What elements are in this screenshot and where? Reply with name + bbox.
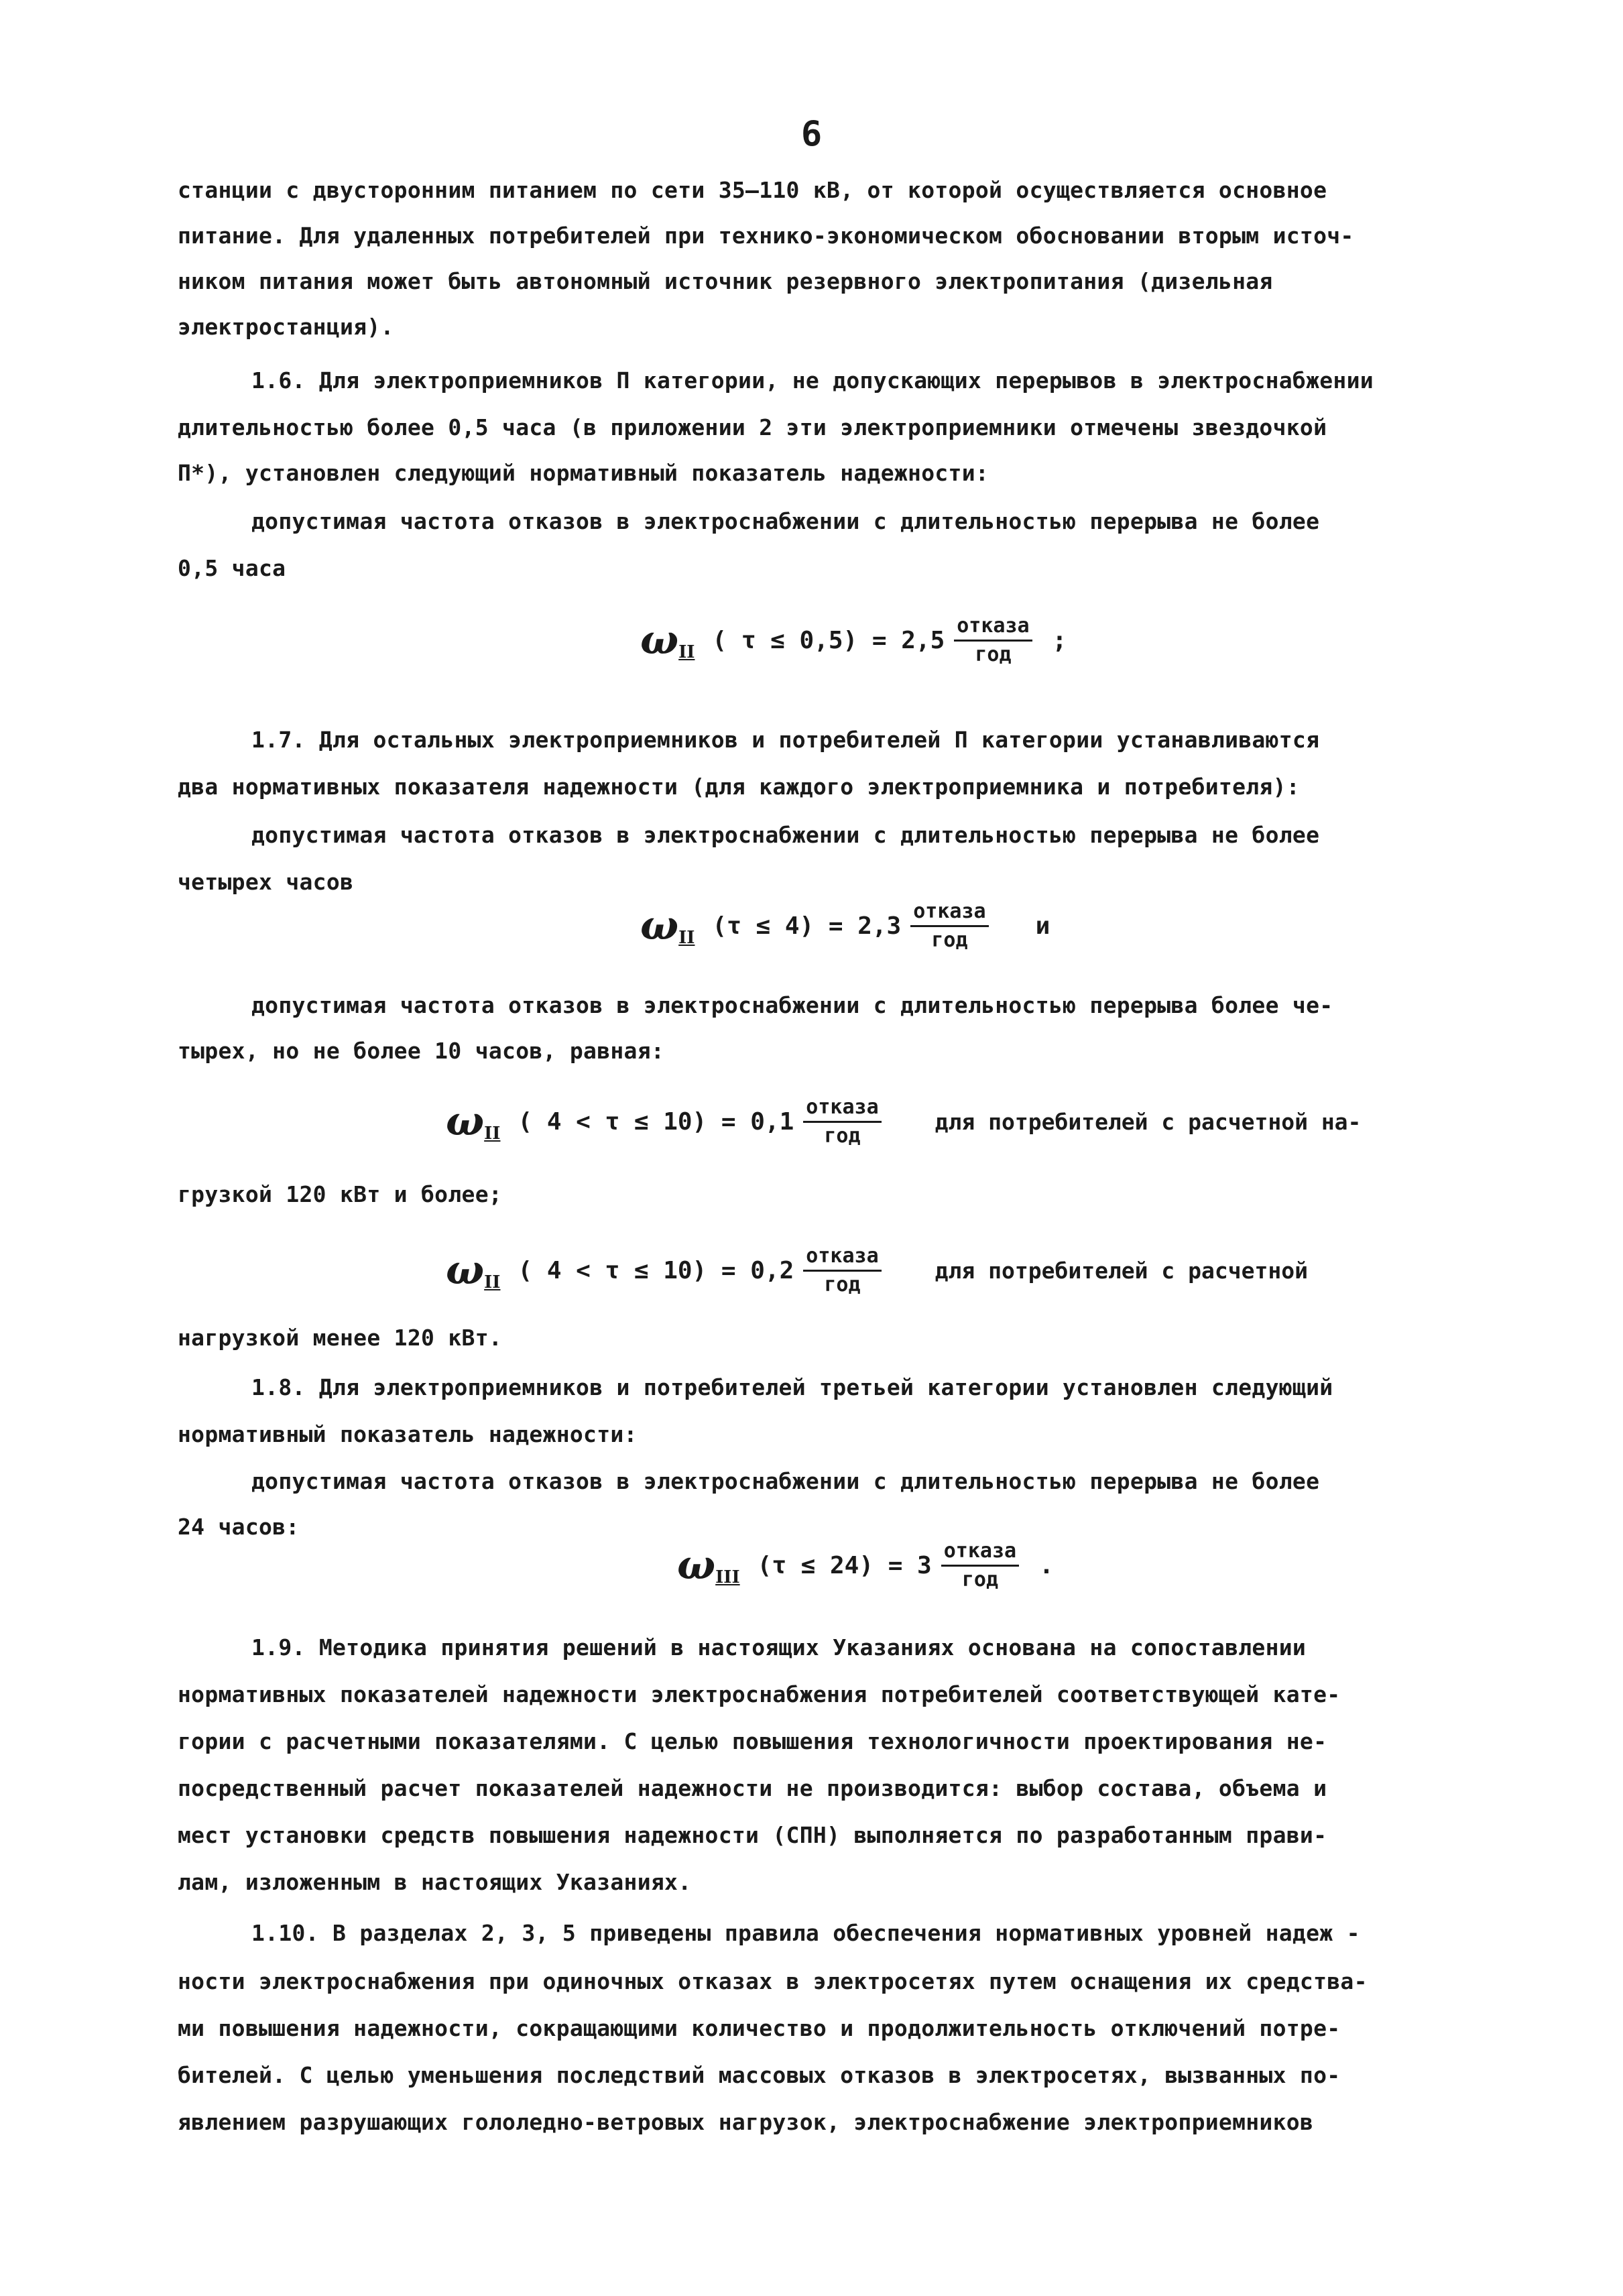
text-line: длительностью более 0,5 часа (в приложении 2 эти электроприемники отмечены звездочкой [178, 414, 1327, 440]
omega-symbol: ω [640, 902, 679, 949]
text-line: 1.10. В разделах 2, 3, 5 приведены правила обеспечения нормативных уровней надеж - [251, 1920, 1360, 1946]
text-line: тырех, но не более 10 часов, равная: [178, 1038, 665, 1064]
text-line: посредственный расчет показателей надежности не производится: выбор состава, объема и [178, 1775, 1327, 1801]
text-line: два нормативных показателя надежности (для каждого электроприемника и потребителя): [178, 774, 1300, 800]
formula-args: ( τ ≤ 0,5) = 2,5 [712, 626, 945, 654]
formula-tail: ; [1052, 626, 1067, 654]
formula [640, 896, 1050, 956]
fraction [941, 1538, 1019, 1593]
fraction-denominator: год [961, 1567, 999, 1591]
text-line: П*), установлен следующий нормативный показатель надежности: [178, 460, 989, 486]
text-line: допустимая частота отказов в электроснабжении с длительностью перерыва не более [251, 508, 1320, 534]
formula [446, 1091, 1361, 1152]
text-line: питание. Для удаленных потребителей при технико-экономическом обосновании вторым источ- [178, 223, 1354, 249]
text-line: допустимая частота отказов в электроснабжении с длительностью перерыва более че- [251, 992, 1333, 1018]
page-number: 6 [800, 114, 823, 154]
text-line: четырех часов [178, 869, 354, 895]
fraction [803, 1094, 881, 1150]
fraction-numerator: отказа [941, 1538, 1019, 1567]
formula [677, 1535, 1054, 1595]
formula-args: (τ ≤ 4) = 2,3 [712, 912, 902, 940]
text-line: ности электроснабжения при одиночных отказах в электросетях путем оснащения их средства- [178, 1968, 1368, 1994]
fraction-denominator: год [975, 642, 1012, 666]
text-line: явлением разрушающих гололедно-ветровых нагрузок, электроснабжение электроприемников [178, 2109, 1314, 2135]
formula-tail: . [1039, 1551, 1054, 1579]
fraction-denominator: год [824, 1272, 861, 1296]
text-line: допустимая частота отказов в электроснабжении с длительностью перерыва не более [251, 1468, 1320, 1494]
fraction-numerator: отказа [803, 1243, 881, 1272]
text-line: ником питания может быть автономный источник резервного электропитания (дизельная [178, 268, 1273, 294]
fraction-denominator: год [824, 1124, 861, 1148]
text-line: гории с расчетными показателями. С целью повышения технологичности проектирования не- [178, 1728, 1327, 1754]
formula [446, 1240, 1308, 1301]
fraction-numerator: отказа [910, 898, 988, 927]
omega-symbol: ω [446, 1098, 485, 1145]
fraction [910, 898, 988, 954]
fraction [803, 1243, 881, 1298]
text-line: нагрузкой менее 120 кВт. [178, 1325, 503, 1351]
text-line: нормативных показателей надежности электроснабжения потребителей соответствующей кате- [178, 1681, 1341, 1707]
text-line: станции с двусторонним питанием по сети 35–110 кВ, от которой осуществляется основное [178, 177, 1327, 203]
text-line: ми повышения надежности, сокращающими количество и продолжительность отключений потре- [178, 2015, 1341, 2041]
text-line: 24 часов: [178, 1514, 300, 1540]
formula-args: (τ ≤ 24) = 3 [757, 1551, 932, 1579]
formula-args: ( 4 < τ ≤ 10) = 0,1 [518, 1107, 794, 1136]
formula-tail: и [1035, 912, 1050, 940]
fraction-numerator: отказа [803, 1094, 881, 1123]
text-line: 1.8. Для электроприемников и потребителей третьей категории установлен следующий [251, 1374, 1333, 1400]
omega-subscript: II [484, 1272, 501, 1292]
formula-args: ( 4 < τ ≤ 10) = 0,2 [518, 1256, 794, 1284]
text-line: мест установки средств повышения надежности (СПН) выполняется по разработанным прави- [178, 1822, 1327, 1848]
omega-symbol: ω [677, 1542, 716, 1589]
text-line: 0,5 часа [178, 555, 286, 581]
omega-subscript: III [715, 1567, 740, 1587]
formula-tail: для потребителей с расчетной на- [935, 1108, 1362, 1135]
fraction [954, 613, 1032, 668]
text-line: электростанция). [178, 314, 394, 340]
fraction-numerator: отказа [954, 613, 1032, 642]
text-line: 1.9. Методика принятия решений в настоящих Указаниях основана на сопоставлении [251, 1634, 1307, 1660]
omega-subscript: II [678, 642, 695, 662]
text-line: нормативный показатель надежности: [178, 1421, 638, 1447]
text-line: 1.7. Для остальных электроприемников и потребителей П категории устанавливаются [251, 727, 1320, 753]
fraction-denominator: год [931, 928, 968, 952]
text-line: грузкой 120 кВт и более; [178, 1181, 503, 1207]
text-line: 1.6. Для электроприемников П категории, не допускающих перерывов в электроснабжении [251, 367, 1374, 394]
text-line: допустимая частота отказов в электроснабжении с длительностью перерыва не более [251, 822, 1320, 848]
formula-tail: для потребителей с расчетной [935, 1257, 1308, 1284]
omega-symbol: ω [446, 1247, 485, 1294]
text-line: бителей. С целью уменьшения последствий массовых отказов в электросетях, вызванных по- [178, 2062, 1341, 2088]
text-line: лам, изложенным в настоящих Указаниях. [178, 1869, 692, 1895]
omega-symbol: ω [640, 617, 679, 664]
omega-subscript: II [678, 928, 695, 948]
formula [640, 610, 1067, 670]
omega-subscript: II [484, 1124, 501, 1144]
